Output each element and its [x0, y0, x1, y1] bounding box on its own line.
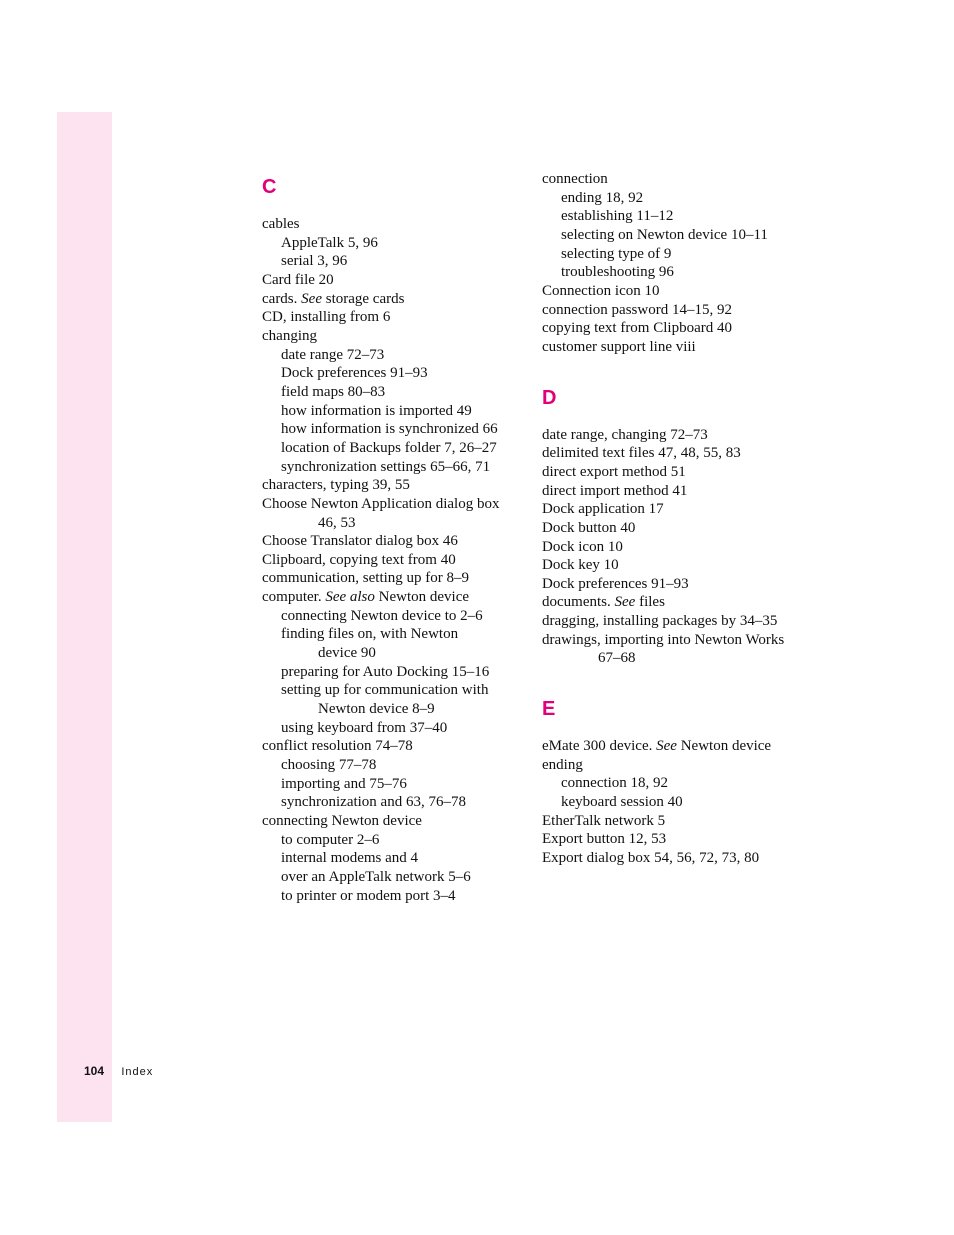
cross-reference-marker: See — [656, 738, 677, 755]
index-subentry: connection 18, 92 — [561, 775, 669, 792]
index-entry-continuation: 67–68 — [598, 650, 636, 667]
index-entry: Choose Newton Application dialog box — [262, 495, 500, 512]
index-subentry: selecting on Newton device 10–11 — [561, 226, 768, 243]
index-entry: Export button 12, 53 — [542, 831, 667, 848]
index-subentry: to printer or modem port 3–4 — [281, 887, 456, 904]
index-subentry: keyboard session 40 — [561, 794, 683, 811]
index-subentry: selecting type of 9 — [561, 245, 672, 262]
index-entry: eMate 300 device. See Newton device — [542, 738, 772, 755]
index-subentry: AppleTalk 5, 96 — [281, 234, 378, 251]
cross-reference-marker: See — [614, 594, 636, 611]
index-entry-continuation: device 90 — [318, 645, 376, 662]
index-entry: connecting Newton device — [262, 813, 422, 829]
index-subentry: date range 72–73 — [281, 346, 385, 363]
index-subentry: importing and 75–76 — [281, 775, 407, 792]
index-entry: documents. See files — [542, 594, 665, 611]
index-subentry: synchronization and 63, 76–78 — [281, 794, 466, 811]
index-entry: computer. See also Newton device — [262, 589, 470, 606]
index-entry: Dock button 40 — [542, 519, 636, 536]
index-entry: Export dialog box 54, 56, 72, 73, 80 — [542, 850, 760, 867]
index-subentry: ending 18, 92 — [561, 189, 644, 206]
section-gap — [542, 357, 812, 381]
index-column-left — [262, 170, 532, 905]
index-entry: direct import method 41 — [542, 482, 688, 499]
index-entry: dragging, installing packages by 34–35 — [542, 613, 778, 630]
index-entry: delimited text files 47, 48, 55, 83 — [542, 445, 741, 462]
index-entry: characters, typing 39, 55 — [262, 477, 410, 494]
index-subentry: over an AppleTalk network 5–6 — [281, 868, 471, 885]
index-subentry: how information is imported 49 — [281, 402, 472, 419]
index-entry: Dock key 10 — [542, 557, 619, 574]
index-subentry: setting up for communication with — [281, 682, 489, 699]
index-subentry: troubleshooting 96 — [561, 264, 674, 281]
index-entry: Dock preferences 91–93 — [542, 575, 689, 592]
index-entry: Dock application 17 — [542, 501, 664, 518]
index-entry: conflict resolution 74–78 — [262, 738, 413, 755]
cross-reference-marker: See also — [325, 589, 375, 606]
index-entry: direct export method 51 — [542, 463, 686, 480]
index-entry-continuation: 46, 53 — [318, 514, 356, 531]
index-subentry: preparing for Auto Docking 15–16 — [281, 663, 490, 680]
index-entry: communication, setting up for 8–9 — [262, 570, 470, 587]
index-subentry: to computer 2–6 — [281, 831, 380, 848]
index-entry: changing — [262, 327, 317, 344]
cross-reference-marker: See — [301, 290, 322, 307]
page-number: 104 — [84, 1064, 105, 1078]
index-subentry: choosing 77–78 — [281, 757, 377, 774]
index-entry: Clipboard, copying text from 40 — [262, 551, 456, 568]
section-letter: C — [262, 176, 277, 198]
index-subentry: synchronization settings 65–66, 71 — [281, 458, 491, 475]
index-subentry: finding files on, with Newton — [281, 626, 459, 643]
index-entry: Connection icon 10 — [542, 282, 660, 299]
index-entry: EtherTalk network 5 — [542, 812, 666, 829]
index-subentry: establishing 11–12 — [561, 208, 674, 225]
index-entry: Dock icon 10 — [542, 538, 623, 555]
section-name: Index — [121, 1066, 154, 1078]
index-entry-continuation: Newton device 8–9 — [318, 701, 435, 718]
index-subentry: using keyboard from 37–40 — [281, 719, 448, 736]
index-subentry: internal modems and 4 — [281, 850, 419, 867]
section-letter: E — [542, 698, 556, 721]
index-entry: cables — [262, 216, 300, 232]
index-entry: connection — [542, 171, 608, 187]
index-subentry: location of Backups folder 7, 26–27 — [281, 439, 497, 456]
index-entry: drawings, importing into Newton Works — [542, 631, 785, 648]
index-subentry: connecting Newton device to 2–6 — [281, 607, 483, 624]
index-subentry: Dock preferences 91–93 — [281, 365, 428, 382]
index-entry: cards. See storage cards — [262, 290, 405, 307]
index-subentry: field maps 80–83 — [281, 383, 386, 400]
section-letter: D — [542, 386, 557, 409]
index-entry: connection password 14–15, 92 — [542, 301, 732, 318]
index-column-right — [542, 170, 812, 868]
index-subentry: how information is synchronized 66 — [281, 421, 498, 438]
page-footer — [84, 1063, 153, 1080]
index-entry: ending — [542, 756, 583, 773]
section-gap — [542, 668, 812, 692]
side-band — [57, 112, 112, 1122]
index-entry: copying text from Clipboard 40 — [542, 320, 732, 337]
index-subentry: serial 3, 96 — [281, 253, 348, 270]
index-entry: customer support line viii — [542, 338, 696, 355]
index-entry: date range, changing 72–73 — [542, 426, 708, 443]
index-entry: Card file 20 — [262, 271, 334, 288]
index-entry: CD, installing from 6 — [262, 309, 391, 326]
index-entry: Choose Translator dialog box 46 — [262, 533, 458, 550]
